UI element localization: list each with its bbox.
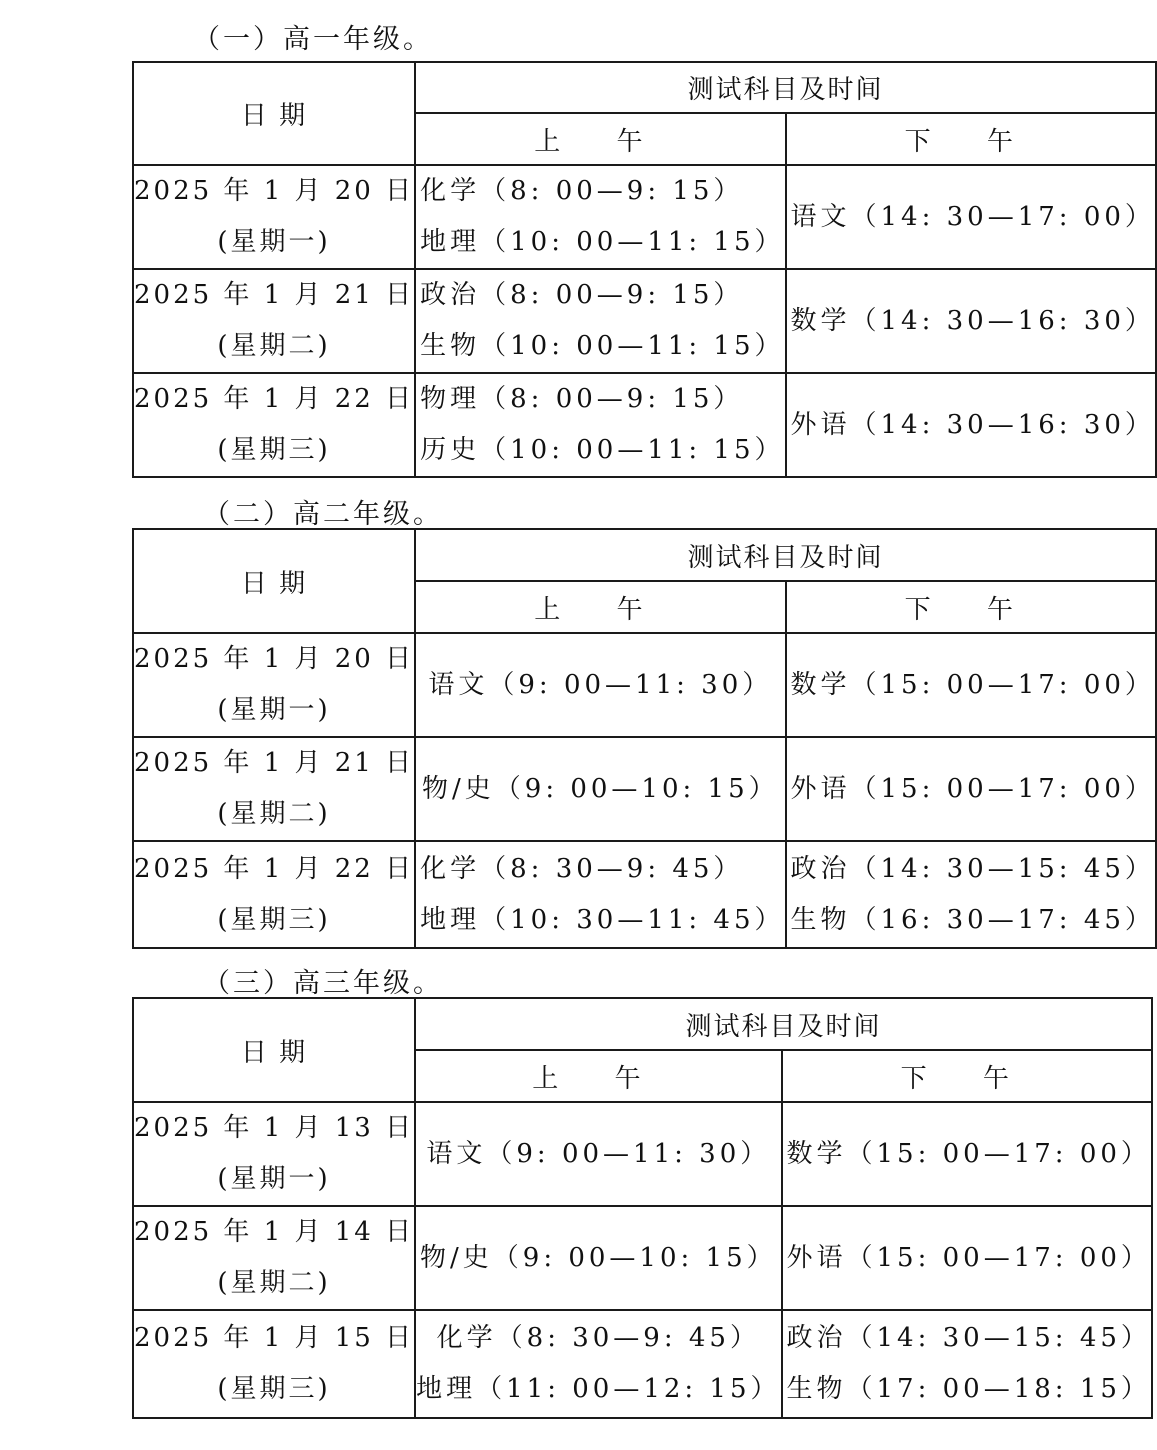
header-morning: 上 午 — [415, 113, 785, 165]
section-title-grade-10: （一）高一年级。 — [193, 24, 433, 55]
exam-item: 政治（8: 00—9: 15） — [420, 280, 744, 310]
exam-item: 外语（14: 30—16: 30） — [790, 409, 1155, 440]
date-cell — [133, 1310, 415, 1418]
date-text: 2025 年 1 月 15 日 — [134, 1323, 415, 1353]
weekday-text: (星期一) — [217, 227, 331, 257]
exam-item: 生物（17: 00—18: 15） — [786, 1374, 1151, 1404]
table-row — [133, 633, 1156, 737]
header-afternoon: 下 午 — [786, 581, 1156, 633]
schedule-table-grade-12 — [132, 997, 1153, 1419]
header-morning: 上 午 — [415, 581, 785, 633]
exam-item: 化学（8: 00—9: 15） — [420, 176, 744, 206]
weekday-text: (星期二) — [217, 799, 331, 829]
exam-item: 数学（14: 30—16: 30） — [790, 305, 1155, 336]
exam-item: 地理（10: 30—11: 45） — [420, 904, 785, 935]
afternoon-cell — [786, 737, 1156, 841]
exam-item: 生物（10: 00—11: 15） — [420, 331, 785, 361]
exam-item: 数学（15: 00—17: 00） — [790, 669, 1155, 700]
morning-cell — [415, 373, 785, 477]
header-subjects-time: 测试科目及时间 — [415, 998, 1152, 1050]
date-cell — [133, 373, 415, 477]
date-cell — [133, 633, 415, 737]
date-text: 2025 年 1 月 22 日 — [134, 853, 415, 884]
date-text: 2025 年 1 月 13 日 — [134, 1113, 415, 1143]
afternoon-cell — [786, 165, 1156, 269]
table-row — [133, 737, 1156, 841]
date-cell — [133, 269, 415, 373]
morning-cell — [415, 269, 785, 373]
morning-cell — [415, 1102, 781, 1206]
section-title-grade-12: （三）高三年级。 — [203, 968, 443, 999]
weekday-text: (星期二) — [217, 1268, 331, 1298]
header-date: 日 期 — [133, 62, 415, 165]
date-cell — [133, 841, 415, 948]
weekday-text: (星期二) — [217, 331, 331, 361]
header-morning: 上 午 — [415, 1050, 781, 1102]
table-row — [133, 1206, 1152, 1310]
date-cell — [133, 165, 415, 269]
exam-item: 生物（16: 30—17: 45） — [790, 904, 1155, 935]
exam-item: 语文（9: 00—11: 30） — [428, 669, 773, 700]
weekday-text: (星期三) — [217, 435, 331, 465]
exam-item: 物/史（9: 00—10: 15） — [422, 773, 779, 804]
exam-item: 化学（8: 30—9: 45） — [420, 853, 744, 884]
header-afternoon: 下 午 — [782, 1050, 1152, 1102]
morning-cell — [415, 165, 785, 269]
header-subjects-time: 测试科目及时间 — [415, 62, 1156, 113]
morning-cell — [415, 1206, 781, 1310]
exam-item: 数学（15: 00—17: 00） — [786, 1138, 1151, 1169]
afternoon-cell — [782, 1102, 1152, 1206]
section-title-grade-11: （二）高二年级。 — [203, 499, 443, 530]
weekday-text: (星期一) — [217, 1164, 331, 1194]
header-date: 日 期 — [133, 998, 415, 1102]
afternoon-cell — [786, 269, 1156, 373]
table-row — [133, 269, 1156, 373]
weekday-text: (星期三) — [217, 1374, 331, 1404]
morning-cell — [415, 737, 785, 841]
date-text: 2025 年 1 月 22 日 — [134, 384, 415, 414]
afternoon-cell — [782, 1310, 1152, 1418]
schedule-table-grade-11 — [132, 528, 1157, 949]
date-cell — [133, 1102, 415, 1206]
header-afternoon: 下 午 — [786, 113, 1156, 165]
table-row — [133, 165, 1156, 269]
morning-cell — [415, 633, 785, 737]
date-text: 2025 年 1 月 14 日 — [134, 1217, 415, 1247]
exam-item: 化学（8: 30—9: 45） — [436, 1323, 760, 1353]
exam-item: 物/史（9: 00—10: 15） — [420, 1242, 777, 1273]
date-cell — [133, 1206, 415, 1310]
exam-item: 外语（15: 00—17: 00） — [790, 773, 1155, 804]
afternoon-cell — [782, 1206, 1152, 1310]
exam-item: 历史（10: 00—11: 15） — [420, 435, 785, 465]
table-row — [133, 841, 1156, 948]
date-text: 2025 年 1 月 21 日 — [134, 748, 415, 778]
date-text: 2025 年 1 月 20 日 — [134, 644, 415, 674]
exam-item: 政治（14: 30—15: 45） — [790, 853, 1155, 884]
date-text: 2025 年 1 月 20 日 — [134, 176, 415, 206]
exam-item: 地理（11: 00—12: 15） — [416, 1374, 781, 1404]
exam-item: 物理（8: 00—9: 15） — [420, 384, 744, 414]
table-row — [133, 373, 1156, 477]
header-subjects-time: 测试科目及时间 — [415, 529, 1156, 581]
date-text: 2025 年 1 月 21 日 — [134, 280, 415, 310]
exam-item: 地理（10: 00—11: 15） — [420, 227, 785, 257]
afternoon-cell — [786, 633, 1156, 737]
exam-item: 政治（14: 30—15: 45） — [786, 1323, 1151, 1353]
afternoon-cell — [786, 841, 1156, 948]
header-date: 日 期 — [133, 529, 415, 633]
weekday-text: (星期三) — [217, 904, 331, 935]
exam-item: 外语（15: 00—17: 00） — [786, 1242, 1151, 1273]
exam-item: 语文（9: 00—11: 30） — [426, 1138, 771, 1169]
morning-cell — [415, 1310, 781, 1418]
exam-item: 语文（14: 30—17: 00） — [790, 201, 1155, 232]
table-row — [133, 1310, 1152, 1418]
date-cell — [133, 737, 415, 841]
weekday-text: (星期一) — [217, 695, 331, 725]
morning-cell — [415, 841, 785, 948]
table-row — [133, 1102, 1152, 1206]
afternoon-cell — [786, 373, 1156, 477]
schedule-table-grade-10 — [132, 61, 1157, 478]
